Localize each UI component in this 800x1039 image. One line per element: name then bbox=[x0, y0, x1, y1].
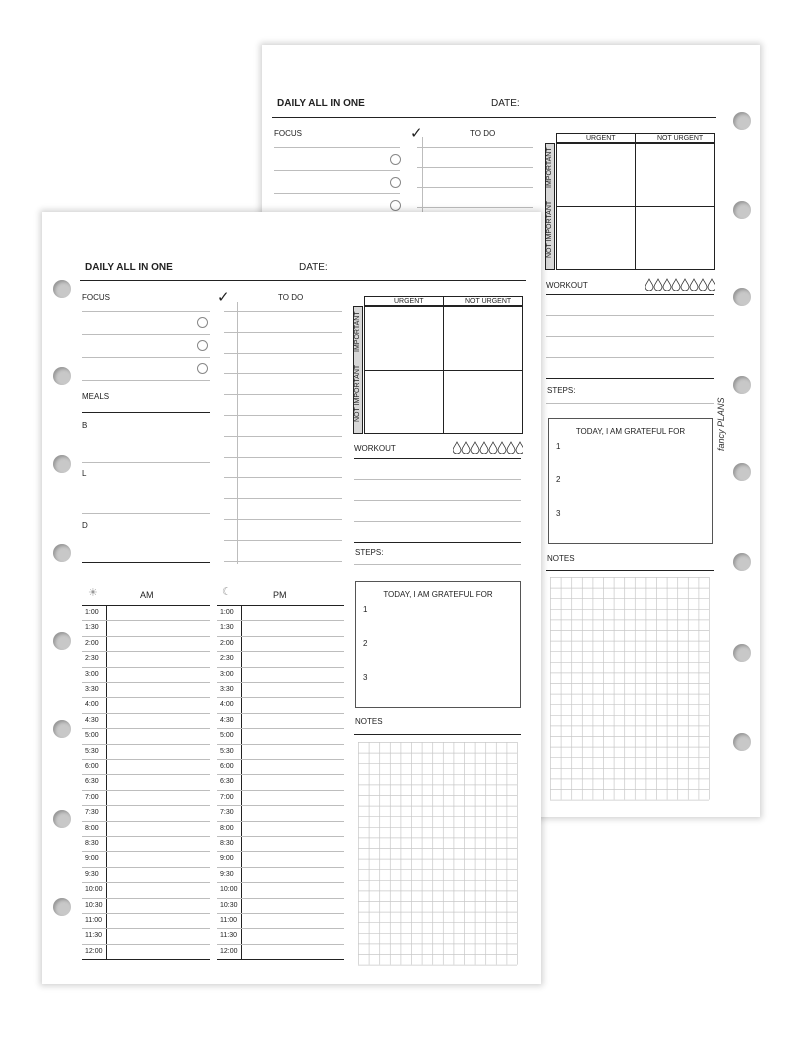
not-important-label: NOT IMPORTANT bbox=[354, 364, 361, 422]
time-slot-line[interactable] bbox=[82, 667, 210, 668]
ring-hole bbox=[53, 898, 71, 916]
time-slot-label: 1:30 bbox=[220, 624, 234, 632]
todo-line bbox=[224, 436, 342, 437]
time-slot-label: 2:30 bbox=[220, 655, 234, 663]
todo-line bbox=[224, 477, 342, 478]
notes-rule bbox=[354, 734, 521, 735]
priority-matrix bbox=[546, 133, 715, 270]
time-slot-label: 2:00 bbox=[85, 639, 99, 647]
time-slot-line[interactable] bbox=[217, 744, 344, 745]
time-slot-label: 3:30 bbox=[220, 686, 234, 693]
ring-hole bbox=[733, 733, 751, 751]
moon-icon: ☾ bbox=[222, 586, 232, 598]
focus-circle-icon[interactable] bbox=[197, 317, 208, 328]
time-slot-line[interactable] bbox=[217, 928, 344, 929]
workout-line bbox=[354, 521, 521, 522]
time-slot-line[interactable] bbox=[217, 697, 344, 698]
workout-line bbox=[354, 500, 521, 501]
notes-label: NOTES bbox=[355, 717, 383, 726]
time-slot-line[interactable] bbox=[217, 851, 344, 852]
ring-hole bbox=[53, 455, 71, 473]
workout-line bbox=[354, 479, 521, 480]
meal-line bbox=[82, 462, 210, 463]
time-slot-line[interactable] bbox=[217, 774, 344, 775]
check-icon: ✓ bbox=[217, 289, 230, 306]
todo-line bbox=[417, 187, 533, 188]
workout-label: WORKOUT bbox=[546, 281, 588, 290]
time-slot-label: 10:00 bbox=[85, 886, 103, 894]
sun-icon: ☀ bbox=[88, 587, 98, 599]
workout-line bbox=[546, 336, 714, 337]
notes-label: NOTES bbox=[547, 554, 575, 563]
time-slot-label: 7:30 bbox=[85, 809, 99, 817]
ring-hole bbox=[733, 553, 751, 571]
time-slot-label: 4:30 bbox=[220, 716, 234, 724]
schedule-divider bbox=[241, 605, 242, 959]
not-urgent-label: NOT URGENT bbox=[465, 298, 512, 305]
workout-line bbox=[546, 357, 714, 358]
grateful-box bbox=[355, 581, 521, 708]
meal-line bbox=[82, 513, 210, 514]
urgent-label: URGENT bbox=[394, 298, 424, 305]
time-slot-label: 10:00 bbox=[220, 886, 238, 894]
focus-label: FOCUS bbox=[82, 293, 110, 302]
time-slot-label: 6:30 bbox=[220, 778, 234, 786]
grateful-box bbox=[548, 418, 713, 544]
time-slot-label: 11:30 bbox=[85, 932, 102, 940]
time-slot-line[interactable] bbox=[82, 898, 210, 899]
todo-line bbox=[224, 353, 342, 354]
time-slot-label: 1:30 bbox=[85, 624, 99, 632]
focus-line bbox=[82, 334, 210, 335]
time-slot-line[interactable] bbox=[217, 713, 344, 714]
time-slot-line[interactable] bbox=[82, 790, 210, 791]
grateful-item: 1 bbox=[363, 605, 368, 614]
time-slot-label: 4:30 bbox=[85, 716, 99, 724]
time-slot-line[interactable] bbox=[82, 744, 210, 745]
time-slot-label: 4:00 bbox=[220, 701, 234, 709]
planner-page-front bbox=[42, 212, 541, 984]
time-slot-line[interactable] bbox=[217, 636, 344, 637]
focus-circle-icon[interactable] bbox=[197, 340, 208, 351]
focus-line bbox=[82, 357, 210, 358]
time-slot-line[interactable] bbox=[217, 620, 344, 621]
time-slot-label: 11:00 bbox=[220, 917, 237, 924]
grateful-item: 1 bbox=[556, 442, 561, 451]
time-slot-label: 9:30 bbox=[220, 870, 234, 878]
grateful-item: 3 bbox=[363, 673, 368, 682]
time-slot-line[interactable] bbox=[82, 651, 210, 652]
time-slot-label: 3:00 bbox=[220, 670, 234, 678]
grateful-title: TODAY, I AM GRATEFUL FOR bbox=[575, 427, 686, 436]
time-slot-label: 7:00 bbox=[85, 793, 99, 801]
grateful-item: 3 bbox=[556, 509, 561, 518]
time-slot-label: 10:30 bbox=[220, 901, 238, 909]
time-slot-line[interactable] bbox=[217, 836, 344, 837]
time-slot-label: 7:00 bbox=[220, 793, 234, 801]
schedule-divider bbox=[106, 605, 107, 959]
page-title: DAILY ALL IN ONE bbox=[85, 262, 173, 273]
time-slot-label: 5:30 bbox=[85, 747, 99, 755]
time-slot-label: 3:00 bbox=[85, 670, 99, 678]
brand-logo: fancy PLANS bbox=[716, 397, 726, 451]
focus-label: FOCUS bbox=[274, 129, 302, 138]
meals-label: MEALS bbox=[82, 392, 110, 401]
time-slot-label: 2:00 bbox=[220, 639, 234, 647]
time-slot-label: 1:00 bbox=[85, 609, 99, 616]
time-slot-line[interactable] bbox=[82, 774, 210, 775]
todo-line bbox=[224, 561, 342, 562]
focus-line bbox=[82, 380, 210, 381]
meal-breakfast: B bbox=[82, 421, 88, 430]
schedule-top-rule bbox=[217, 605, 344, 606]
time-slot-label: 9:00 bbox=[220, 855, 234, 863]
time-slot-line[interactable] bbox=[82, 682, 210, 683]
grateful-item: 2 bbox=[556, 475, 561, 484]
important-label: IMPORTANT bbox=[546, 147, 553, 188]
pm-label: PM bbox=[273, 590, 287, 600]
meals-rule bbox=[82, 412, 210, 413]
ring-hole bbox=[733, 288, 751, 306]
steps-line bbox=[354, 564, 521, 565]
time-slot-label: 9:00 bbox=[85, 855, 99, 863]
todo-line bbox=[224, 498, 342, 499]
water-drops-icon[interactable] bbox=[453, 441, 523, 459]
time-slot-line[interactable] bbox=[82, 713, 210, 714]
ring-hole bbox=[53, 367, 71, 385]
time-slot-line[interactable] bbox=[82, 697, 210, 698]
workout-rule bbox=[546, 294, 714, 295]
time-slot-line[interactable] bbox=[82, 821, 210, 822]
important-label: IMPORTANT bbox=[354, 311, 361, 352]
time-slot-label: 10:30 bbox=[85, 901, 103, 909]
time-slot-line[interactable] bbox=[82, 759, 210, 760]
grateful-item: 2 bbox=[363, 639, 368, 648]
time-slot-label: 6:00 bbox=[220, 763, 234, 770]
time-slot-label: 5:00 bbox=[220, 732, 234, 740]
todo-line bbox=[224, 457, 342, 458]
grateful-title: TODAY, I AM GRATEFUL FOR bbox=[383, 590, 493, 599]
time-slot-line[interactable] bbox=[82, 805, 210, 806]
time-slot-line[interactable] bbox=[217, 651, 344, 652]
meal-dinner: D bbox=[82, 521, 88, 530]
ring-hole bbox=[733, 112, 751, 130]
meal-line bbox=[82, 562, 210, 563]
time-slot-line[interactable] bbox=[82, 913, 210, 914]
time-slot-label: 5:30 bbox=[220, 747, 234, 755]
time-slot-label: 12:00 bbox=[85, 947, 103, 955]
am-label: AM bbox=[140, 590, 154, 600]
time-slot-line[interactable] bbox=[82, 944, 210, 945]
todo-label: TO DO bbox=[470, 129, 496, 138]
time-slot-line[interactable] bbox=[82, 959, 210, 960]
time-slot-label: 11:30 bbox=[220, 932, 237, 940]
am-schedule[interactable] bbox=[82, 605, 210, 965]
time-slot-line[interactable] bbox=[82, 867, 210, 868]
time-slot-line[interactable] bbox=[217, 867, 344, 868]
time-slot-label: 4:00 bbox=[85, 701, 99, 709]
time-slot-label: 1:00 bbox=[220, 609, 234, 616]
todo-line bbox=[417, 167, 533, 168]
time-slot-line[interactable] bbox=[217, 759, 344, 760]
time-slot-label: 8:30 bbox=[220, 840, 234, 847]
time-slot-label: 5:00 bbox=[85, 732, 99, 740]
time-slot-label: 3:30 bbox=[85, 686, 99, 693]
ring-hole bbox=[53, 632, 71, 650]
time-slot-line[interactable] bbox=[217, 728, 344, 729]
time-slot-line[interactable] bbox=[82, 836, 210, 837]
priority-matrix bbox=[354, 296, 523, 434]
time-slot-line[interactable] bbox=[217, 821, 344, 822]
ring-hole bbox=[733, 644, 751, 662]
ring-hole bbox=[53, 810, 71, 828]
todo-line bbox=[224, 394, 342, 395]
schedule-top-rule bbox=[82, 605, 210, 606]
focus-circle-icon[interactable] bbox=[390, 154, 401, 165]
time-slot-line[interactable] bbox=[82, 636, 210, 637]
todo-label: TO DO bbox=[278, 293, 304, 302]
time-slot-line[interactable] bbox=[217, 805, 344, 806]
todo-line bbox=[224, 519, 342, 520]
pm-schedule[interactable] bbox=[217, 605, 344, 965]
ring-hole bbox=[53, 544, 71, 562]
time-slot-line[interactable] bbox=[217, 913, 344, 914]
time-slot-label: 8:30 bbox=[85, 840, 99, 847]
focus-circle-icon[interactable] bbox=[390, 200, 401, 211]
not-important-label: NOT IMPORTANT bbox=[546, 200, 553, 258]
time-slot-line[interactable] bbox=[217, 682, 344, 683]
ring-hole bbox=[733, 463, 751, 481]
workout-line bbox=[546, 315, 714, 316]
workout-rule bbox=[354, 458, 521, 459]
time-slot-label: 8:00 bbox=[220, 824, 234, 832]
todo-line bbox=[224, 332, 342, 333]
time-slot-line[interactable] bbox=[217, 667, 344, 668]
urgent-label: URGENT bbox=[586, 135, 616, 142]
todo-line bbox=[224, 415, 342, 416]
time-slot-label: 9:30 bbox=[85, 870, 99, 878]
time-slot-line[interactable] bbox=[217, 882, 344, 883]
time-slot-line[interactable] bbox=[82, 620, 210, 621]
todo-line bbox=[417, 207, 533, 208]
time-slot-label: 7:30 bbox=[220, 809, 234, 817]
ring-hole bbox=[53, 720, 71, 738]
not-urgent-label: NOT URGENT bbox=[657, 135, 704, 142]
todo-line bbox=[224, 540, 342, 541]
ring-hole bbox=[53, 280, 71, 298]
todo-line bbox=[224, 373, 342, 374]
workout-line bbox=[354, 542, 521, 543]
todo-list[interactable] bbox=[224, 212, 342, 572]
time-slot-line[interactable] bbox=[217, 790, 344, 791]
time-slot-label: 11:00 bbox=[85, 917, 102, 924]
page-title: DAILY ALL IN ONE bbox=[277, 98, 365, 109]
meal-lunch: L bbox=[82, 469, 87, 478]
steps-label: STEPS: bbox=[355, 548, 384, 557]
ring-hole bbox=[733, 376, 751, 394]
time-slot-line[interactable] bbox=[82, 928, 210, 929]
time-slot-label: 8:00 bbox=[85, 824, 99, 832]
date-label: DATE: bbox=[491, 98, 520, 109]
time-slot-line[interactable] bbox=[82, 882, 210, 883]
time-slot-line[interactable] bbox=[217, 944, 344, 945]
notes-rule bbox=[546, 570, 714, 571]
todo-line bbox=[224, 311, 342, 312]
time-slot-label: 6:30 bbox=[85, 778, 99, 786]
focus-line bbox=[82, 311, 210, 312]
focus-line bbox=[274, 193, 400, 194]
time-slot-label: 6:00 bbox=[85, 763, 99, 770]
time-slot-line[interactable] bbox=[217, 959, 344, 960]
steps-label: STEPS: bbox=[547, 386, 576, 395]
focus-line bbox=[274, 147, 400, 148]
time-slot-label: 12:00 bbox=[220, 947, 238, 955]
focus-line bbox=[274, 170, 400, 171]
todo-divider bbox=[422, 137, 423, 212]
workout-line bbox=[546, 378, 714, 379]
check-icon: ✓ bbox=[410, 125, 423, 142]
time-slot-line[interactable] bbox=[217, 898, 344, 899]
steps-line bbox=[546, 403, 714, 404]
time-slot-line[interactable] bbox=[82, 728, 210, 729]
focus-circle-icon[interactable] bbox=[390, 177, 401, 188]
time-slot-label: 2:30 bbox=[85, 655, 99, 663]
todo-line bbox=[417, 147, 533, 148]
date-label: DATE: bbox=[299, 262, 328, 273]
time-slot-line[interactable] bbox=[82, 851, 210, 852]
ring-hole bbox=[733, 201, 751, 219]
title-rule bbox=[272, 117, 716, 118]
focus-circle-icon[interactable] bbox=[197, 363, 208, 374]
notes-grid[interactable] bbox=[550, 577, 710, 804]
notes-grid[interactable] bbox=[358, 742, 518, 968]
workout-label: WORKOUT bbox=[354, 444, 396, 453]
